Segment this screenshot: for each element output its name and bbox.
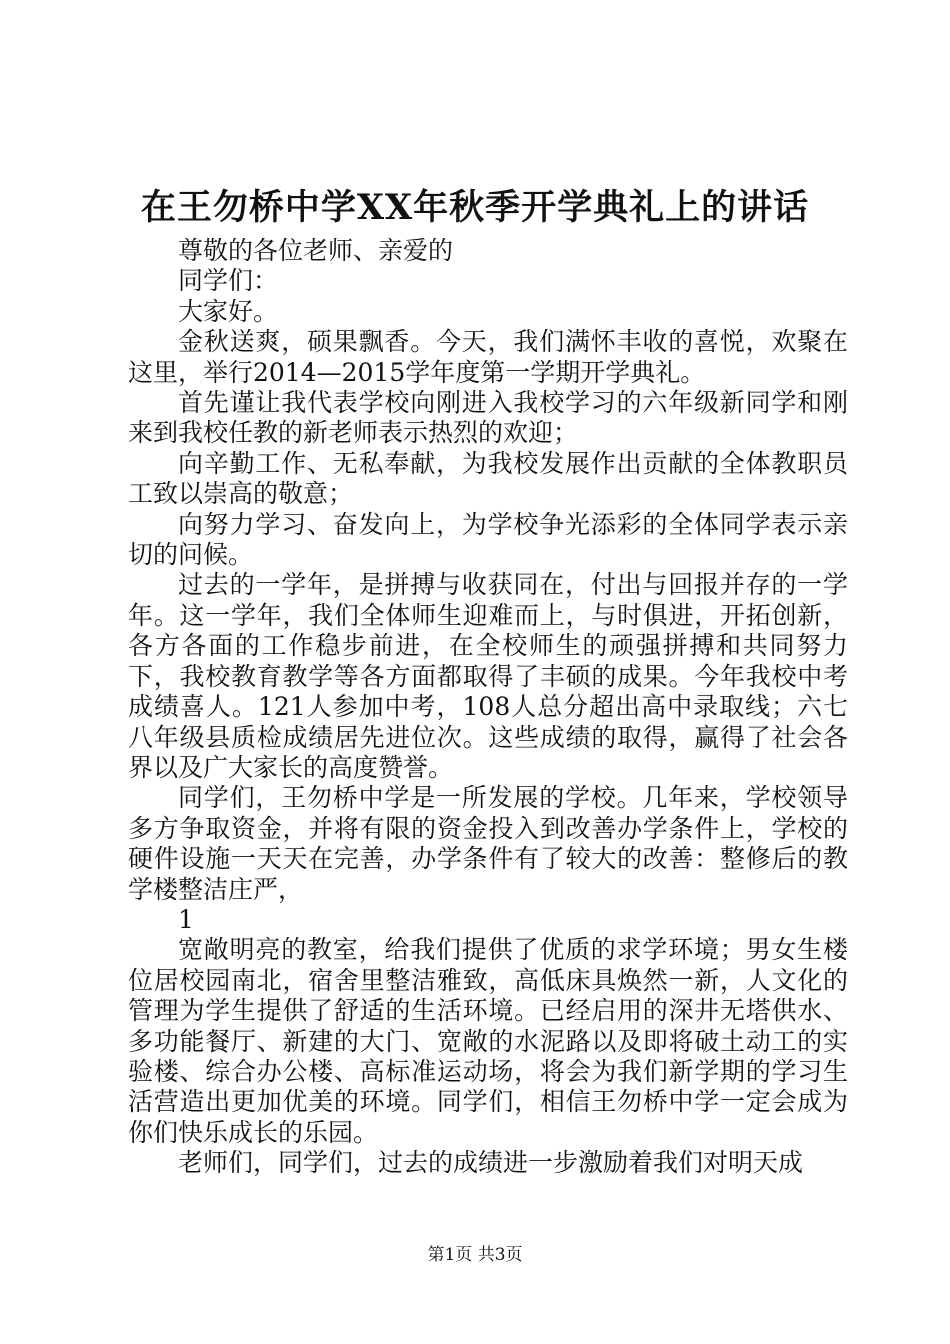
salutation-line-1: 尊敬的各位老师、亲爱的	[178, 236, 454, 265]
body-paragraph: 过去的一学年，是拼搏与收获同在，付出与回报并存的一学年。这一学年，我们全体师生迎难而上，与时俱进，开拓创新，各方各面的工作稳步前进，在全校师生的顽强拼搏和共同努力下，我校教育教学等各方面都取得了丰硕的成果。今年我校中考成绩喜人。121人参加中考，108人总分超出高中录取线；六七八年级县质检成绩居先进位次。这些成绩的取得，赢得了社会各界以及广大家长的高度赞誉。	[128, 570, 848, 782]
body-paragraph: 金秋送爽，硕果飘香。今天，我们满怀丰收的喜悦，欢聚在这里，举行2014—2015学年度第一学期开学典礼。	[128, 327, 848, 387]
body-paragraph: 老师们，同学们，过去的成绩进一步激励着我们对明天成	[178, 1148, 804, 1178]
page-footer: 第1页 共3页	[427, 1245, 523, 1265]
body-paragraph: 同学们，王勿桥中学是一所发展的学校。几年来，学校领导多方争取资金，并将有限的资金投入到改善办学条件上，学校的硬件设施一天天在完善，办学条件有了较大的改善：整修后的教学楼整洁庄严，	[128, 783, 848, 904]
body-paragraph: 向努力学习、奋发向上，为学校争光添彩的全体同学表示亲切的问候。	[128, 509, 848, 570]
greeting-paragraph: 大家好。	[178, 296, 279, 326]
body-paragraph: 首先谨让我代表学校向刚进入我校学习的六年级新同学和刚来到我校任教的新老师表示热烈的欢迎；	[128, 388, 848, 448]
body-paragraph: 宽敞明亮的教室，给我们提供了优质的求学环境；男女生楼位居校园南北，宿舍里整洁雅致，高低床具焕然一新，人文化的管理为学生提供了舒适的生活环境。已经启用的深井无塔供水、多功能餐厅、新建的大门、宽敞的水泥路以及即将破土动工的实验楼、综合办公楼、高标准运动场，将会为我们新学期的学习生活营造出更加优美的环境。同学们，相信王勿桥中学一定会成为你们快乐成长的乐园。	[128, 935, 848, 1147]
salutation-line-2: 同学们：	[178, 266, 279, 296]
body-paragraph: 向辛勤工作、无私奉献，为我校发展作出贡献的全体教职员工致以崇高的敬意；	[128, 448, 848, 509]
document-title: 在王勿桥中学XX年秋季开学典礼上的讲话	[140, 187, 810, 228]
inline-page-marker: 1	[178, 904, 194, 934]
document-body	[128, 236, 848, 1179]
